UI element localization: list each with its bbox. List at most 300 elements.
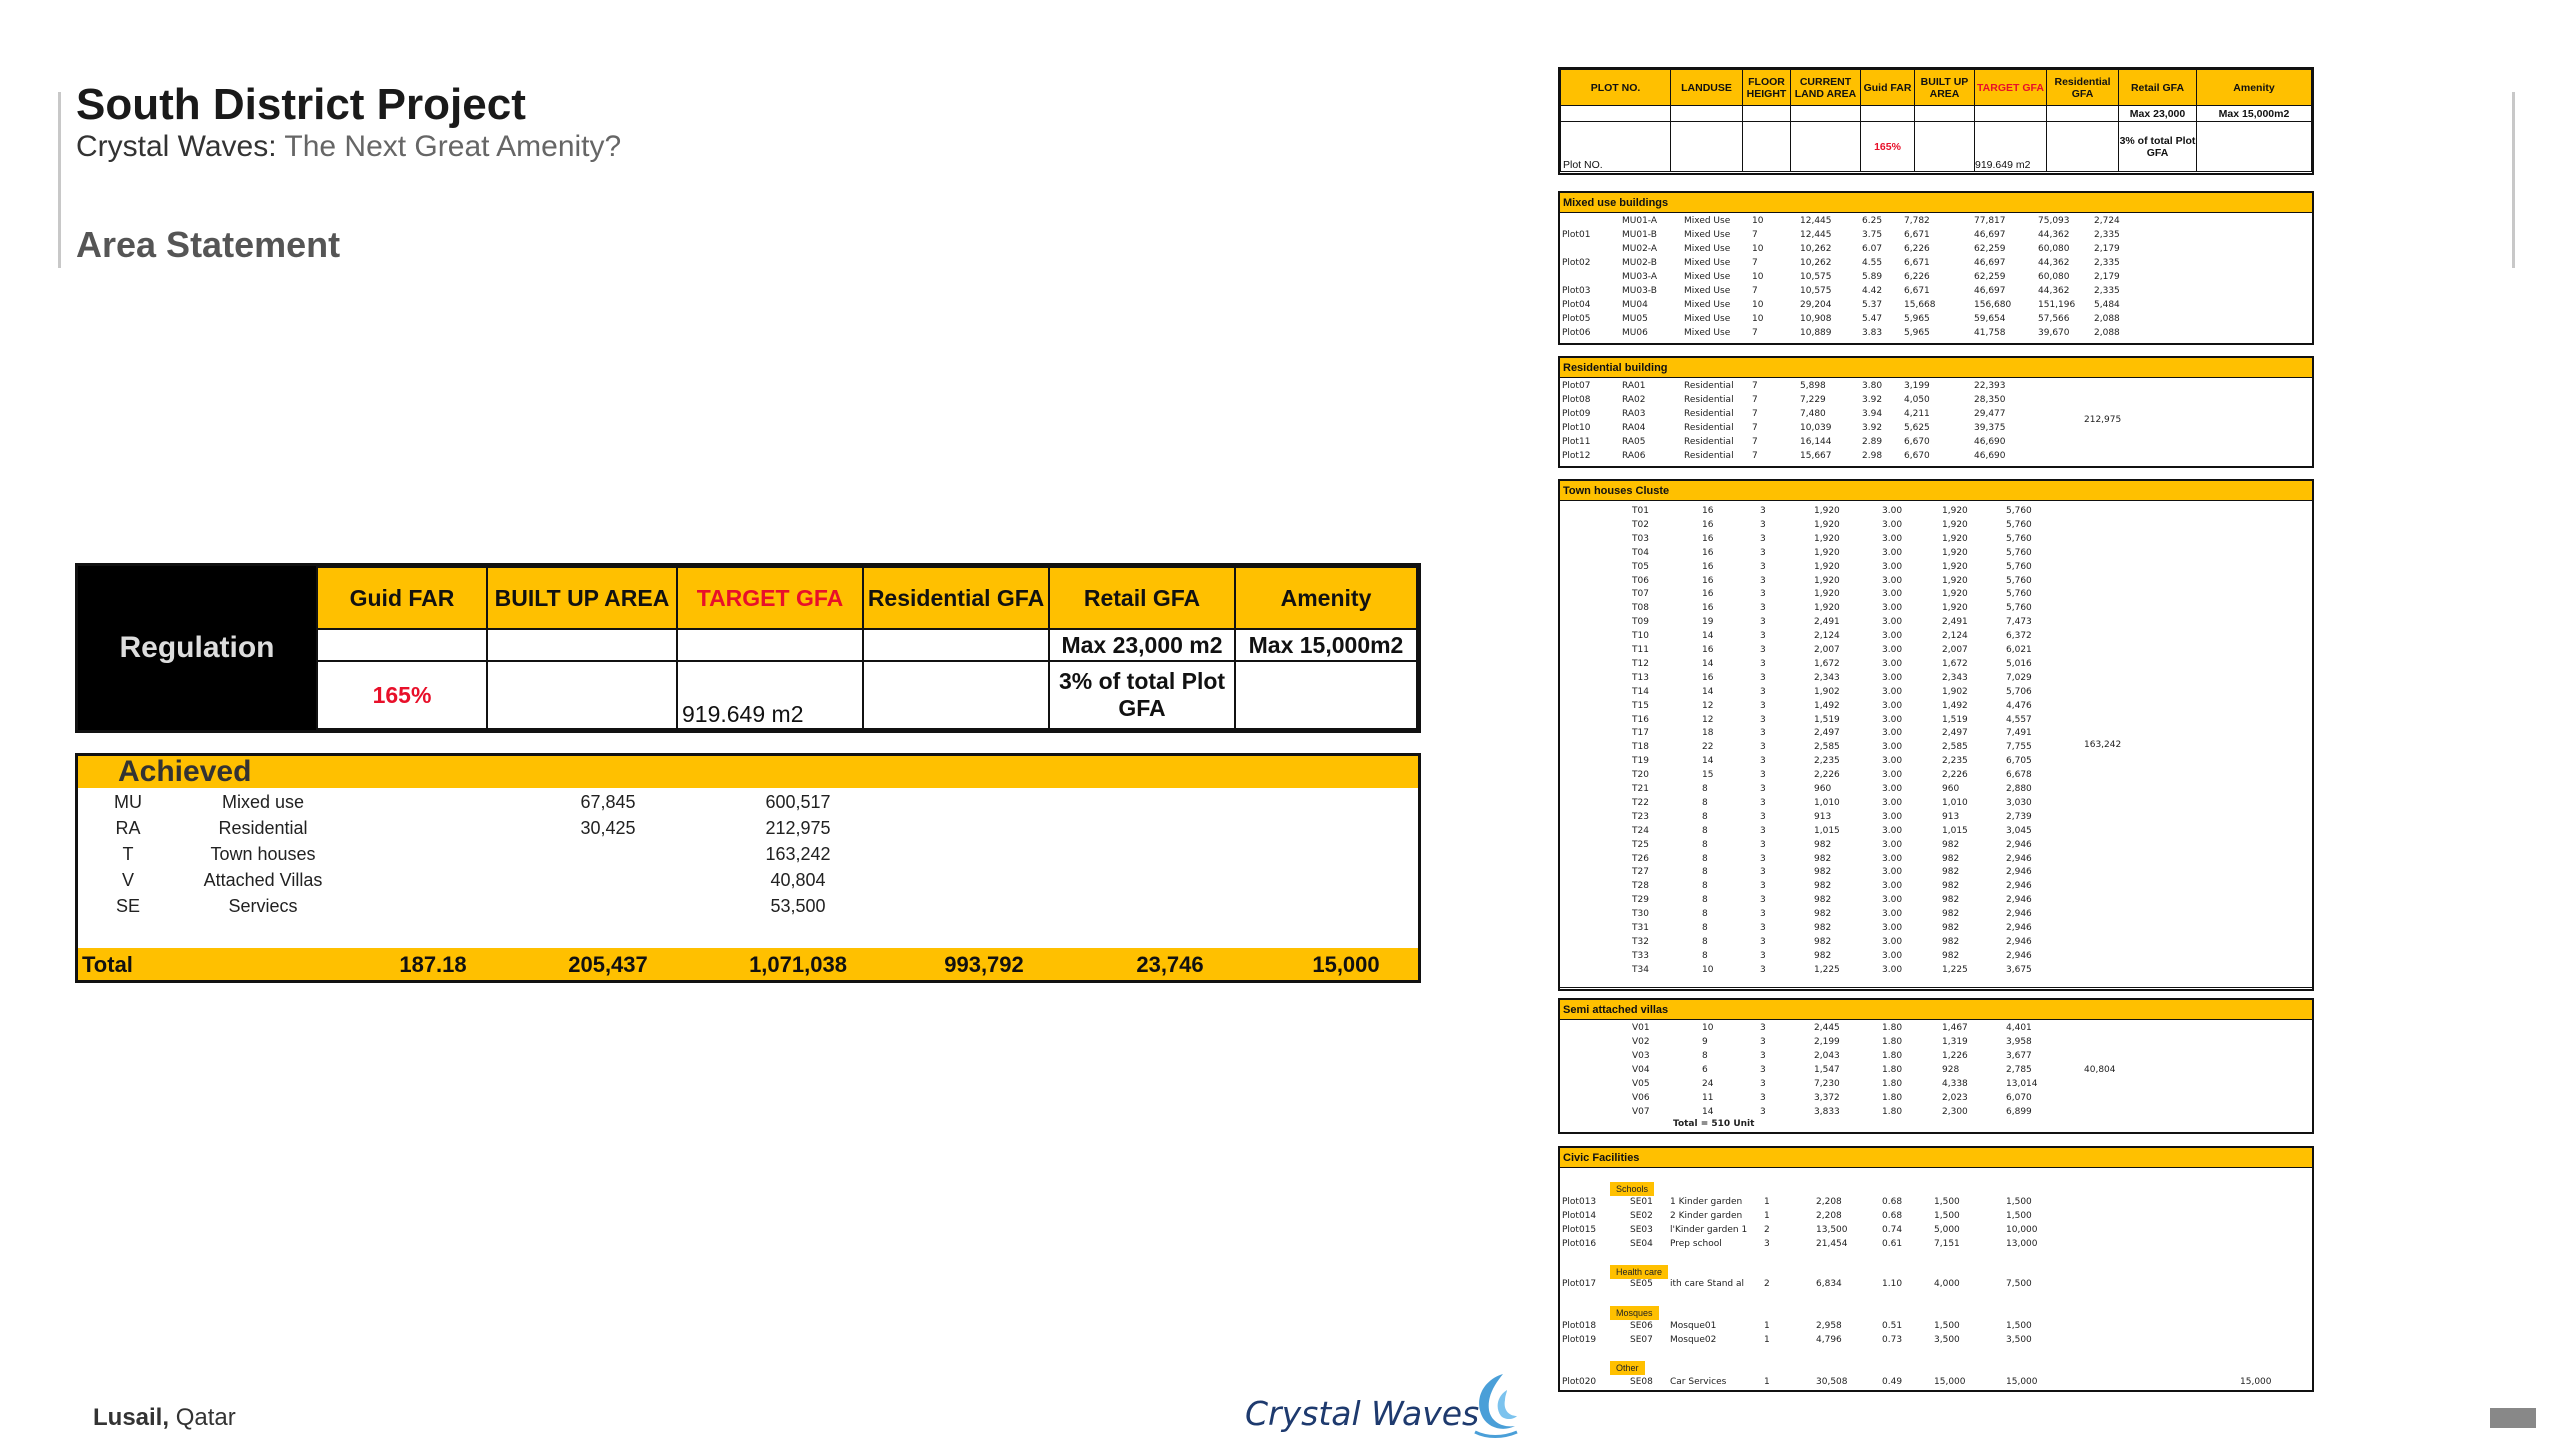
townhouse-cell: 3 [1760,839,1766,850]
townhouse-cell: 16 [1702,645,1714,655]
townhouse-cell: 982 [1814,881,1832,892]
townhouse-cell: 3.00 [1882,603,1903,614]
mixed-cell: 44,362 [2038,286,2070,296]
townhouse-cell: 5,760 [2006,603,2032,614]
townhouse-cell: 3.00 [1882,658,1903,669]
townhouse-cell: 3.00 [1882,964,1903,975]
crystal-waves-logo [1245,1370,1535,1438]
achieved-code: MU [114,792,142,812]
townhouse-row [1560,866,2312,880]
mixed-row [1560,327,2312,341]
civic-cell: SE01 [1630,1197,1653,1207]
mixed-cell: 46,697 [1974,258,2006,268]
residential-row [1560,394,2312,408]
townhouse-cell: T20 [1632,770,1649,781]
townhouse-cell: T30 [1632,909,1649,920]
plot-header-table [1558,67,2314,175]
townhouse-cell: 2,235 [1814,756,1840,767]
townhouse-row [1560,811,2312,825]
townhouse-total: 163,242 [2084,740,2122,750]
villa-cell: 3 [1760,1037,1766,1047]
residential-row [1560,450,2312,464]
th-landuse: LANDUSE [1671,70,1743,106]
townhouse-cell: 1,492 [1942,700,1968,711]
mixed-cell: Mixed Use [1684,272,1731,282]
th-land-area: CURRENT LAND AREA [1791,70,1861,106]
townhouse-cell: T11 [1632,645,1649,655]
achieved-name: Attached Villas [203,870,323,890]
col-retail: Retail GFA [1049,567,1235,629]
townhouse-cell: 15 [1702,770,1714,781]
townhouse-row [1560,964,2312,978]
villa-cell: 1,319 [1942,1037,1968,1047]
townhouse-cell: 3 [1760,811,1766,822]
townhouse-cell: 1,920 [1814,533,1840,544]
th-plot-no: PLOT NO. [1561,70,1671,106]
mixed-cell: Mixed Use [1684,300,1731,310]
villa-cell: 1,547 [1814,1065,1840,1075]
amenity-max: Max 15,000m2 [1235,629,1417,661]
townhouse-cell: 1,015 [1942,825,1968,836]
th-guid-far: Guid FAR [1861,70,1915,106]
townhouse-cell: 3.00 [1882,797,1903,808]
townhouse-cell: 8 [1702,909,1708,920]
achieved-built: 67,845 [580,792,636,812]
mixed-cell: 10,908 [1800,314,1832,324]
mixed-cell: 2,179 [2094,272,2120,282]
mixed-cell: MU02-A [1622,244,1658,254]
townhouse-cell: 3 [1760,617,1766,628]
townhouse-cell: 3 [1760,770,1766,781]
townhouse-cell: 982 [1942,936,1960,947]
residential-cell: Plot09 [1562,409,1591,419]
villa-cell: 13,014 [2006,1079,2038,1089]
achieved-code: T [122,844,134,864]
civic-cell: 30,508 [1816,1377,1848,1387]
villa-row [1560,1022,2312,1036]
mixed-cell: Mixed Use [1684,230,1731,240]
townhouse-row [1560,797,2312,811]
villa-cell: 2,445 [1814,1023,1840,1033]
civic-row [1560,1334,2312,1348]
residential-cell: 2.98 [1862,451,1883,461]
townhouse-cell: 3.00 [1882,617,1903,628]
residential-cell: 4,211 [1904,409,1930,419]
mixed-cell: MU03-A [1622,272,1658,282]
townhouse-cell: 3 [1760,909,1766,920]
townhouse-cell: T05 [1632,561,1649,572]
mixed-cell: 2,179 [2094,244,2120,254]
th-retail-gfa: Retail GFA [2119,70,2197,106]
mixed-cell: MU06 [1622,328,1648,338]
townhouse-cell: 913 [1942,811,1960,822]
page-subtitle [76,130,621,164]
townhouse-cell: 5,760 [2006,506,2032,516]
th-floor-height: FLOOR HEIGHT [1743,70,1791,106]
villas-total: 40,804 [2084,1065,2116,1075]
townhouse-cell: 2,343 [1814,672,1840,683]
townhouse-cell: 982 [1942,895,1960,906]
residential-cell: Plot10 [1562,423,1591,433]
villa-cell: 1.80 [1882,1079,1903,1089]
achieved-target: 40,804 [770,870,826,890]
townhouse-row [1560,769,2312,783]
mixed-cell: 6,671 [1904,286,1930,296]
townhouse-cell: 3 [1760,506,1766,516]
villa-cell: V06 [1632,1093,1650,1103]
townhouse-cell: 16 [1702,533,1714,544]
villa-cell: 3,372 [1814,1093,1840,1103]
townhouse-row [1560,950,2312,964]
villa-row [1560,1092,2312,1106]
townhouse-cell: 8 [1702,950,1708,961]
residential-cell: 3.92 [1862,395,1883,405]
townhouse-cell: 1,225 [1942,964,1968,975]
civic-row [1560,1376,2312,1390]
achieved-row [78,792,1418,818]
mixed-cell: 6,671 [1904,258,1930,268]
civic-cell: Plot020 [1562,1377,1597,1387]
achieved-row [78,870,1418,896]
townhouse-cell: 3 [1760,658,1766,669]
townhouse-row [1560,616,2312,630]
total-amenity: 15,000 [1312,952,1380,977]
max-amenity: Max 15,000m2 [2197,106,2312,122]
regulation-label: Regulation [78,566,316,730]
villa-cell: 2,043 [1814,1051,1840,1061]
section-title: Area Statement [76,224,341,265]
townhouse-cell: 5,760 [2006,519,2032,530]
mixed-cell: 2,088 [2094,328,2120,338]
townhouse-cell: 3 [1760,672,1766,683]
civic-sheet [1558,1146,2314,1392]
civic-cell: 4,000 [1934,1279,1960,1289]
residential-cell: 29,477 [1974,409,2006,419]
villas-unit-total: Total = 510 Unit [1673,1119,1755,1129]
villa-cell: 3 [1760,1023,1766,1033]
civic-cell: 1,500 [2006,1197,2032,1207]
mixed-row [1560,271,2312,285]
civic-cell: SE05 [1630,1279,1653,1289]
mixed-cell: MU01-A [1622,216,1658,226]
civic-cell: 1.10 [1882,1279,1903,1289]
villa-cell: 2,785 [2006,1065,2032,1075]
townhouse-row [1560,922,2312,936]
townhouse-row [1560,825,2312,839]
townhouse-cell: 16 [1702,506,1714,516]
civic-cell: 1 [1764,1211,1770,1221]
townhouse-row [1560,894,2312,908]
residential-cell: 4,050 [1904,395,1930,405]
villa-cell: 1.80 [1882,1107,1903,1117]
achieved-target: 53,500 [770,896,826,916]
townhouse-cell: T08 [1632,603,1649,614]
residential-cell: 7,229 [1800,395,1826,405]
townhouse-cell: 2,946 [2006,936,2032,947]
villa-cell: 3,958 [2006,1037,2032,1047]
townhouse-cell: T06 [1632,575,1649,586]
mixed-cell: 7 [1752,230,1758,240]
villa-cell: 2,199 [1814,1037,1840,1047]
townhouse-cell: 982 [1814,895,1832,906]
mixed-cell: Plot03 [1562,286,1591,296]
villa-cell: 24 [1702,1079,1714,1089]
achieved-table [75,753,1421,983]
residential-sheet [1558,356,2314,468]
civic-cell: Prep school [1670,1239,1722,1249]
townhouse-cell: T14 [1632,686,1649,697]
townhouse-row [1560,533,2312,547]
townhouse-row [1560,505,2312,519]
townhouse-cell: T27 [1632,867,1649,878]
townhouse-cell: 1,920 [1814,506,1840,516]
townhouse-cell: 3,045 [2006,825,2032,836]
achieved-label: Achieved [78,756,1418,788]
col-residential: Residential GFA [863,567,1049,629]
mixed-cell: 5.89 [1862,272,1883,282]
villa-cell: 928 [1942,1065,1960,1075]
civic-cell: ith care Stand al [1670,1279,1745,1289]
mixed-cell: Mixed Use [1684,216,1731,226]
total-row [78,948,1418,980]
townhouse-cell: 2,946 [2006,839,2032,850]
civic-row [1560,1224,2312,1238]
townhouse-cell: 1,672 [1814,658,1840,669]
civic-health-label: Health care [1610,1265,1668,1279]
residential-cell: 7 [1752,381,1758,391]
mixed-cell: 6,226 [1904,272,1930,282]
left-accent-bar [58,92,61,268]
townhouse-cell: T03 [1632,533,1649,544]
townhouse-cell: 3.00 [1882,519,1903,530]
townhouse-cell: 2,226 [1814,770,1840,781]
townhouse-cell: 6,705 [2006,756,2032,767]
townhouse-cell: 1,519 [1814,714,1840,725]
townhouse-cell: T22 [1632,797,1649,808]
townhouse-cell: 8 [1702,839,1708,850]
townhouse-cell: 3.00 [1882,533,1903,544]
mixed-cell: 5,484 [2094,300,2120,310]
civic-row [1560,1210,2312,1224]
townhouse-cell: 5,760 [2006,547,2032,558]
mixed-cell: 12,445 [1800,230,1832,240]
location [93,1404,236,1432]
townhouse-cell: 16 [1702,672,1714,683]
civic-cell: 1,500 [1934,1211,1960,1221]
civic-cell: 3,500 [1934,1335,1960,1345]
townhouse-cell: 3.00 [1882,936,1903,947]
townhouse-cell: 2,739 [2006,811,2032,822]
townhouse-cell: 3,030 [2006,797,2032,808]
townhouse-cell: 5,760 [2006,533,2032,544]
residential-cell: Residential [1684,381,1734,391]
townhouse-cell: 1,920 [1814,575,1840,586]
civic-cell: 7,500 [2006,1279,2032,1289]
townhouse-cell: 3.00 [1882,770,1903,781]
civic-cell: SE02 [1630,1211,1653,1221]
townhouse-row [1560,561,2312,575]
th-amenity: Amenity [2197,70,2312,106]
villa-cell: 1,226 [1942,1051,1968,1061]
residential-cell: Plot08 [1562,395,1591,405]
residential-cell: Residential [1684,409,1734,419]
townhouse-cell: 3 [1760,686,1766,697]
civic-cell: 1,500 [1934,1321,1960,1331]
residential-cell: 5,898 [1800,381,1826,391]
civic-cell: SE03 [1630,1225,1653,1235]
mixed-use-sheet [1558,191,2314,345]
villa-cell: 4,401 [2006,1023,2032,1033]
townhouse-cell: T19 [1632,756,1649,767]
townhouse-cell: 1,492 [1814,700,1840,711]
townhouse-cell: 2,946 [2006,881,2032,892]
townhouse-cell: 2,946 [2006,867,2032,878]
townhouse-cell: 2,235 [1942,756,1968,767]
max-retail: Max 23,000 [2119,106,2197,122]
townhouse-cell: 1,920 [1942,519,1968,530]
townhouse-cell: 6,021 [2006,645,2032,655]
townhouse-cell: 16 [1702,589,1714,600]
townhouse-cell: 6,678 [2006,770,2032,781]
logo-text: Crystal Waves [1245,1394,1480,1433]
mixed-row [1560,215,2312,229]
retail-note-small: 3% of total Plot GFA [2119,122,2197,172]
mixed-cell: 10 [1752,300,1764,310]
mixed-cell: 151,196 [2038,300,2076,310]
total-label: Total [82,952,133,977]
achieved-target: 212,975 [765,818,831,838]
townhouse-cell: T12 [1632,658,1649,669]
townhouse-cell: T04 [1632,547,1649,558]
retail-note: 3% of total Plot GFA [1049,661,1235,729]
townhouse-cell: T29 [1632,895,1649,906]
villa-row [1560,1050,2312,1064]
th-residential-gfa: Residential GFA [2047,70,2119,106]
residential-cell: 46,690 [1974,437,2006,447]
residential-cell: Residential [1684,395,1734,405]
townhouse-cell: 2,585 [1814,742,1840,753]
townhouse-cell: 1,920 [1814,561,1840,572]
townhouse-cell: 3.00 [1882,686,1903,697]
mixed-cell: 2,088 [2094,314,2120,324]
townhouse-cell: 3.00 [1882,547,1903,558]
residential-cell: 46,690 [1974,451,2006,461]
villa-cell: 8 [1702,1051,1708,1061]
townhouse-cell: 982 [1942,909,1960,920]
townhouse-cell: 18 [1702,728,1714,739]
civic-cell: 1,500 [2006,1321,2032,1331]
townhouse-cell: 5,016 [2006,658,2032,669]
achieved-code: SE [115,896,140,916]
townhouse-cell: 3,675 [2006,964,2032,975]
townhouse-cell: T21 [1632,784,1649,794]
townhouse-cell: 2,124 [1942,631,1968,642]
townhouse-cell: 2,946 [2006,909,2032,920]
residential-row [1560,380,2312,394]
townhouse-cell: 2,946 [2006,923,2032,933]
townhouse-cell: 3 [1760,645,1766,655]
townhouse-cell: 8 [1702,853,1708,864]
townhouse-cell: 1,010 [1814,797,1840,808]
col-guid-far: Guid FAR [317,567,487,629]
villa-cell: 4,338 [1942,1079,1968,1089]
subtitle-brand: Crystal Waves: [76,130,277,163]
civic-cell: 1 Kinder garden [1670,1197,1743,1207]
mixed-cell: 12,445 [1800,216,1832,226]
mixed-cell: 2,335 [2094,258,2120,268]
villa-cell: V07 [1632,1107,1650,1117]
townhouse-row [1560,908,2312,922]
villa-cell: 14 [1702,1107,1714,1117]
villas-sheet [1558,998,2314,1134]
col-built-up: BUILT UP AREA [487,567,677,629]
townhouse-cell: 2,880 [2006,784,2032,794]
residential-cell: RA04 [1622,423,1646,433]
townhouse-cell: T18 [1632,742,1649,753]
townhouse-row [1560,658,2312,672]
residential-cell: RA06 [1622,451,1646,461]
achieved-name: Mixed use [221,792,305,812]
villa-cell: 6,070 [2006,1093,2032,1103]
villa-cell: 3 [1760,1079,1766,1089]
residential-cell: 3.80 [1862,381,1883,391]
total-residential: 993,792 [944,952,1024,977]
townhouse-cell: T02 [1632,519,1649,530]
villa-cell: 6,899 [2006,1107,2032,1117]
civic-cell: 0.49 [1882,1377,1903,1387]
townhouse-cell: 1,672 [1942,658,1968,669]
townhouse-cell: 2,946 [2006,853,2032,864]
mixed-cell: 57,566 [2038,314,2070,324]
townhouse-cell: 8 [1702,936,1708,947]
residential-cell: 6,670 [1904,437,1930,447]
far-value: 165% [317,661,487,729]
civic-cell: 13,000 [2006,1239,2038,1249]
villa-cell: V04 [1632,1065,1650,1075]
townhouse-cell: 3.00 [1882,589,1903,600]
location-city: Lusail, [93,1404,170,1431]
townhouse-cell: 3 [1760,881,1766,892]
townhouse-cell: 3.00 [1882,728,1903,739]
townhouse-row [1560,783,2312,797]
mixed-cell: 5.47 [1862,314,1883,324]
townhouse-cell: 3 [1760,853,1766,864]
villa-cell: 1.80 [1882,1065,1903,1075]
townhouse-cell: T25 [1632,839,1649,850]
townhouse-row [1560,672,2312,686]
townhouse-cell: 1,225 [1814,964,1840,975]
villa-row [1560,1036,2312,1050]
mixed-cell: 6.25 [1862,216,1883,226]
mixed-row [1560,299,2312,313]
townhouse-cell: 3 [1760,964,1766,975]
townhouse-cell: 3.00 [1882,839,1903,850]
mixed-cell: Mixed Use [1684,314,1731,324]
townhouse-cell: 8 [1702,895,1708,906]
mixed-cell: 4.55 [1862,258,1883,268]
civic-cell: 3 [1764,1239,1770,1249]
villa-cell: 3,833 [1814,1107,1840,1117]
mixed-row [1560,313,2312,327]
townhouse-cell: 3 [1760,923,1766,933]
residential-cell: RA03 [1622,409,1646,419]
residential-total: 212,975 [2084,415,2122,425]
townhouse-row [1560,630,2312,644]
mixed-cell: 10,262 [1800,244,1832,254]
residential-cell: 39,375 [1974,423,2006,433]
townhouse-cell: 3.00 [1882,561,1903,572]
civic-cell: 2,208 [1816,1211,1842,1221]
